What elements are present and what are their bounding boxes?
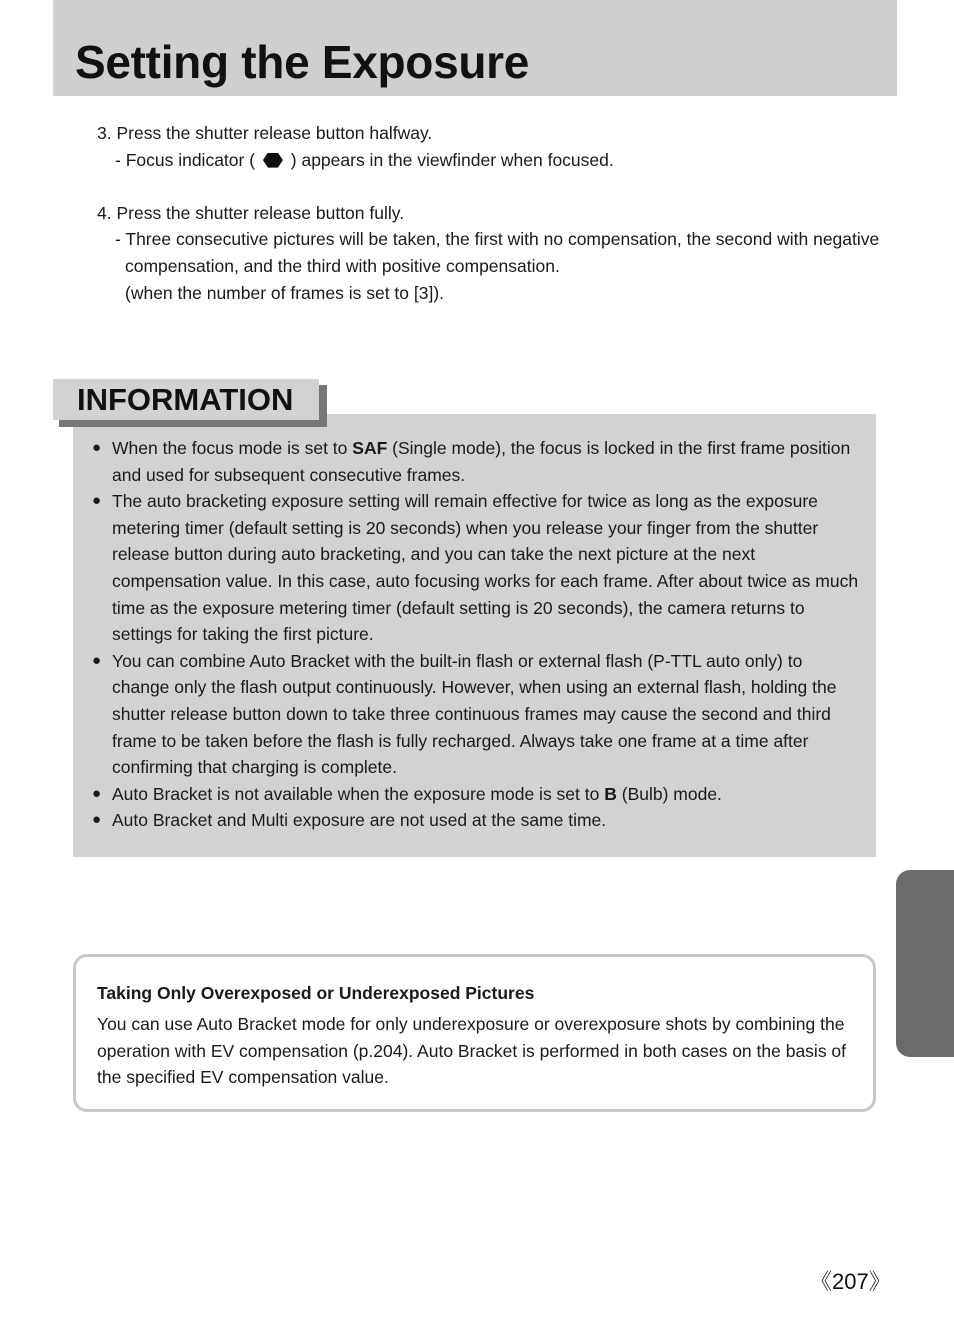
- information-item-bold: B: [604, 783, 617, 804]
- information-item: [92, 648, 862, 781]
- bullet-icon: ●: [92, 439, 102, 456]
- information-item-text-post: (Single mode), the focus is locked in the first frame position and used for subsequent consecutive frames.: [112, 438, 851, 485]
- information-item: [92, 488, 862, 648]
- step-4-main: 4. Press the shutter release button fully.: [97, 202, 405, 223]
- information-item-text: You can combine Auto Bracket with the built-in flash or external flash (P-TTL auto only) to change only the flash output continuously. However, when using an external flash, holding the shutter release button down to take three continuous frames may cause the second and third frame to be taken before the flash is fully recharged. Always take one frame at a time after confirming that charging is complete.: [112, 650, 837, 778]
- page-title: Setting the Exposure: [75, 36, 530, 88]
- focus-indicator-icon: [263, 153, 283, 168]
- information-item: [92, 807, 862, 834]
- note-box: [73, 954, 876, 1112]
- bullet-icon: ●: [92, 811, 102, 829]
- information-item: [92, 435, 862, 488]
- information-item-text-post: (Bulb) mode.: [616, 783, 722, 804]
- information-item-bold: SAF: [352, 438, 388, 458]
- step-4-sub-1: - Three consecutive pictures will be taken, the first with no compensation, the second with negative: [115, 229, 880, 250]
- bullet-icon: ●: [92, 492, 102, 510]
- step-4-sub-2: compensation, and the third with positive compensation.: [125, 255, 560, 276]
- information-tab: [53, 379, 319, 420]
- step-4-sub-3: (when the number of frames is set to [3]).: [125, 282, 445, 303]
- step-3-sub-before: - Focus indicator (: [115, 149, 260, 170]
- page-number: 《207》: [810, 1269, 891, 1294]
- bullet-icon: ●: [92, 651, 102, 669]
- step-3-main: 3. Press the shutter release button halfway.: [97, 123, 433, 143]
- step-4: [97, 200, 887, 306]
- steps-list: [97, 120, 887, 333]
- header-band: [53, 0, 897, 96]
- note-body: You can use Auto Bracket mode for only underexposure or overexposure shots by combining the operation with EV compensation (p.204). Auto Bracket is performed in both cases on the basis of the specified EV compensation value.: [97, 1014, 847, 1088]
- side-tab: [896, 870, 954, 1057]
- information-heading: INFORMATION: [77, 382, 294, 417]
- information-list: [92, 435, 862, 834]
- step-3: [97, 120, 887, 173]
- information-item-text: The auto bracketing exposure setting will remain effective for twice as long as the exposure metering timer (default setting is 20 seconds) when you release your finger from the shutter release button during auto bracketing, and you can take the next picture at the next compensation value. In this case, auto focusing works for each frame. After about twice as much time as the exposure metering timer (default setting is 20 seconds), the camera returns to settings for taking the first picture.: [112, 491, 859, 645]
- information-item-text-pre: Auto Bracket is not available when the exposure mode is set to: [112, 783, 605, 804]
- step-3-sub: [97, 147, 887, 174]
- step-3-sub-after: ) appears in the viewfinder when focused.: [285, 149, 614, 170]
- bullet-icon: ●: [92, 784, 102, 802]
- information-item-text-pre: When the focus mode is set to: [112, 438, 353, 458]
- information-item-text: Auto Bracket and Multi exposure are not used at the same time.: [112, 810, 607, 831]
- note-title: Taking Only Overexposed or Underexposed Pictures: [97, 983, 535, 1003]
- information-box: [73, 414, 876, 857]
- information-item: [92, 781, 862, 808]
